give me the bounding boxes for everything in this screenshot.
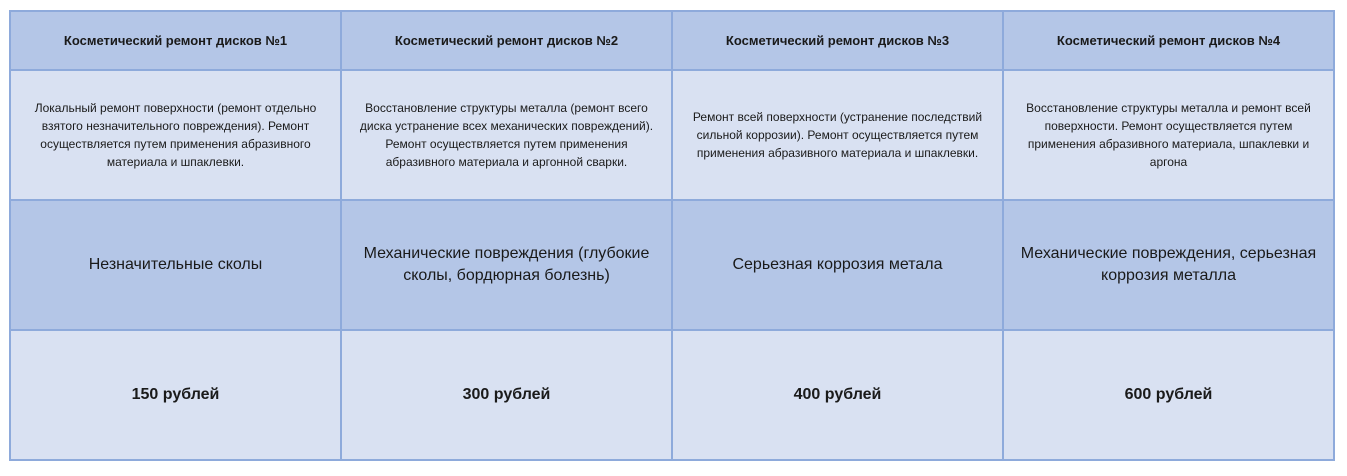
repair-pricing-table bbox=[9, 10, 1335, 461]
description-row bbox=[10, 70, 1334, 200]
price-row bbox=[10, 330, 1334, 460]
description-cell-3: Ремонт всей поверхности (устранение последствий сильной коррозии). Ремонт осуществляется путем применения абразивного материала и шпаклевки. bbox=[672, 70, 1003, 200]
price-cell-1: 150 рублей bbox=[10, 330, 341, 460]
header-cell-repair-2: Косметический ремонт дисков №2 bbox=[341, 11, 672, 70]
description-cell-4: Восстановление структуры металла и ремонт всей поверхности. Ремонт осуществляется путем применения абразивного материала, шпаклевки и аргона bbox=[1003, 70, 1334, 200]
damage-type-row bbox=[10, 200, 1334, 330]
damage-cell-1: Незначительные сколы bbox=[10, 200, 341, 330]
damage-cell-3: Серьезная коррозия метала bbox=[672, 200, 1003, 330]
header-cell-repair-3: Косметический ремонт дисков №3 bbox=[672, 11, 1003, 70]
damage-cell-4: Механические повреждения, серьезная коррозия металла bbox=[1003, 200, 1334, 330]
price-cell-3: 400 рублей bbox=[672, 330, 1003, 460]
table-header-row bbox=[10, 11, 1334, 70]
price-cell-4: 600 рублей bbox=[1003, 330, 1334, 460]
description-cell-1: Локальный ремонт поверхности (ремонт отдельно взятого незначительного повреждения). Ремонт осуществляется путем применения абразивного материала и шпаклевки. bbox=[10, 70, 341, 200]
price-cell-2: 300 рублей bbox=[341, 330, 672, 460]
description-cell-2: Восстановление структуры металла (ремонт всего диска устранение всех механических повреждений). Ремонт осуществляется путем применения абразивного материала и аргонной сварки. bbox=[341, 70, 672, 200]
header-cell-repair-1: Косметический ремонт дисков №1 bbox=[10, 11, 341, 70]
damage-cell-2: Механические повреждения (глубокие сколы, бордюрная болезнь) bbox=[341, 200, 672, 330]
header-cell-repair-4: Косметический ремонт дисков №4 bbox=[1003, 11, 1334, 70]
